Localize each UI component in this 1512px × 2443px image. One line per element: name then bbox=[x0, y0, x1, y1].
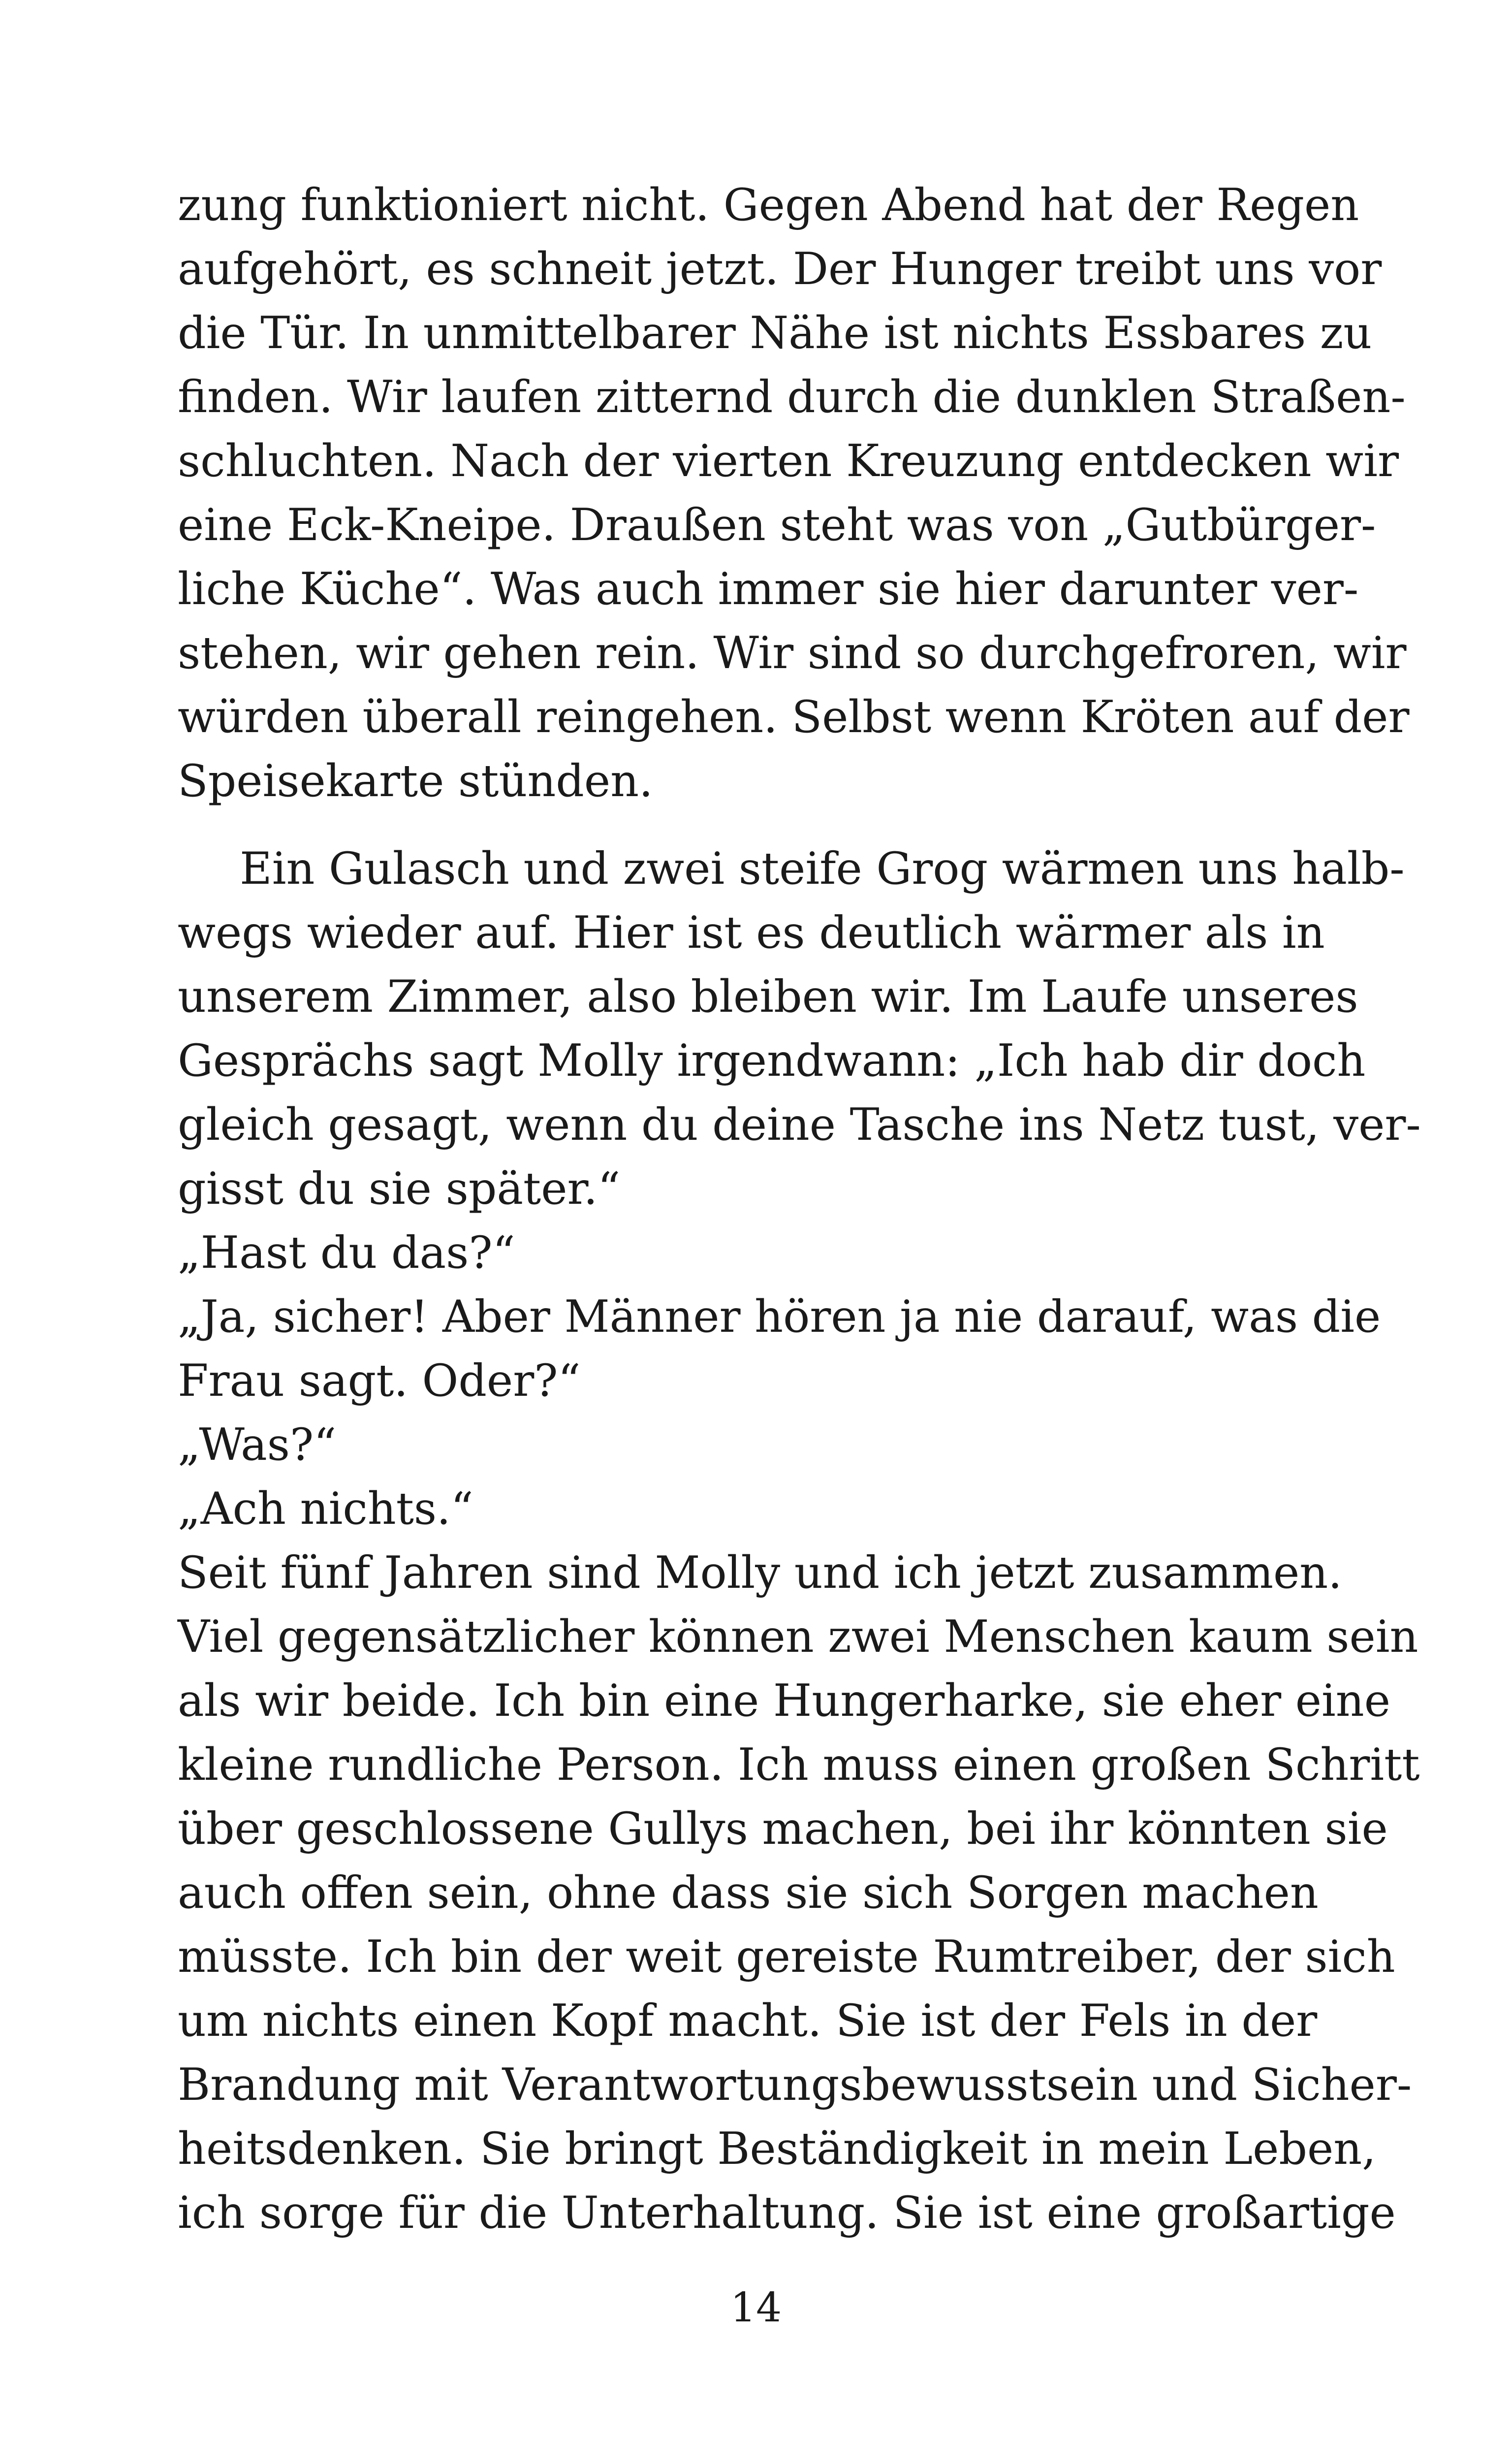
page-number: 14 bbox=[730, 2284, 782, 2331]
text-line: Ein Gulasch und zwei steife Grog wärmen uns halb- bbox=[240, 843, 1405, 895]
text-line: kleine rundliche Person. Ich muss einen großen Schritt bbox=[178, 1739, 1420, 1791]
text-line: liche Küche“. Was auch immer sie hier darunter ver- bbox=[178, 563, 1359, 615]
text-line: Seit fünf Jahren sind Molly und ich jetzt zusammen. bbox=[178, 1547, 1342, 1599]
body-text bbox=[178, 173, 1421, 2245]
paragraph-gap bbox=[178, 813, 1296, 837]
text-line: als wir beide. Ich bin eine Hungerharke, sie eher eine bbox=[178, 1675, 1391, 1727]
text-line: müsste. Ich bin der weit gereiste Rumtreiber, der sich bbox=[178, 1931, 1395, 1983]
text-line: „Ja, sicher! Aber Männer hören ja nie darauf, was die bbox=[178, 1291, 1381, 1343]
text-line: Frau sagt. Oder?“ bbox=[178, 1355, 581, 1407]
text-line: schluchten. Nach der vierten Kreuzung entdecken wir bbox=[178, 435, 1399, 487]
text-line: stehen, wir gehen rein. Wir sind so durchgefroren, wir bbox=[178, 627, 1407, 679]
text-line: Gesprächs sagt Molly irgendwann: „Ich hab dir doch bbox=[178, 1035, 1366, 1087]
text-line: zung funktioniert nicht. Gegen Abend hat der Regen bbox=[178, 179, 1359, 231]
text-line: über geschlossene Gullys machen, bei ihr könnten sie bbox=[178, 1803, 1388, 1855]
text-line: würden überall reingehen. Selbst wenn Kröten auf der bbox=[178, 691, 1410, 743]
text-line: „Hast du das?“ bbox=[178, 1227, 515, 1279]
text-line: „Ach nichts.“ bbox=[178, 1483, 473, 1535]
text-line: auch offen sein, ohne dass sie sich Sorgen machen bbox=[178, 1867, 1319, 1919]
text-line: unserem Zimmer, also bleiben wir. Im Laufe unseres bbox=[178, 971, 1358, 1023]
text-line: ich sorge für die Unterhaltung. Sie ist eine großartige bbox=[178, 2187, 1396, 2239]
text-line: Speisekarte stünden. bbox=[178, 755, 653, 807]
text-line: „Was?“ bbox=[178, 1419, 337, 1471]
text-line: die Tür. In unmittelbarer Nähe ist nichts Essbares zu bbox=[178, 307, 1372, 359]
text-line: gleich gesagt, wenn du deine Tasche ins Netz tust, ver- bbox=[178, 1099, 1421, 1151]
text-line: Viel gegensätzlicher können zwei Menschen kaum sein bbox=[178, 1611, 1418, 1663]
text-line: wegs wieder auf. Hier ist es deutlich wärmer als in bbox=[178, 907, 1325, 959]
text-line: heitsdenken. Sie bringt Beständigkeit in mein Leben, bbox=[178, 2123, 1376, 2175]
text-line: finden. Wir laufen zitternd durch die dunklen Straßen- bbox=[178, 371, 1406, 423]
text-line: eine Eck-Kneipe. Draußen steht was von „Gutbürger- bbox=[178, 499, 1376, 551]
text-line: aufgehört, es schneit jetzt. Der Hunger treibt uns vor bbox=[178, 243, 1382, 295]
text-line: um nichts einen Kopf macht. Sie ist der Fels in der bbox=[178, 1995, 1318, 2047]
text-line: gisst du sie später.“ bbox=[178, 1163, 621, 1215]
text-line: Brandung mit Verantwortungsbewusstsein und Sicher- bbox=[178, 2059, 1412, 2111]
